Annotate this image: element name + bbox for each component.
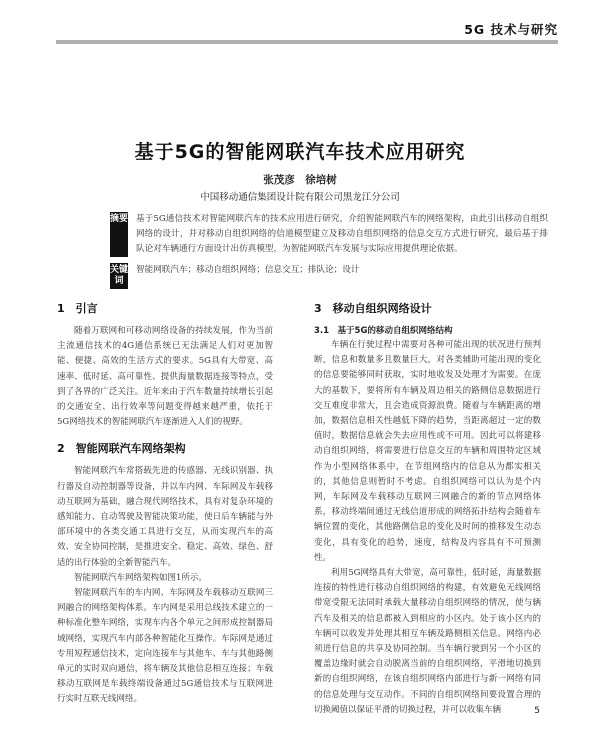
section-3-paragraph-1: 车辆在行驶过程中需要对各种可能出现的状况进行预判断，信息和数量多且数量巨大，对各类辅助可能出现的变化的信息要能够同时获取，实时地收发及处理才为需要。在庞大的基数下，要将所有车辆及周边相关的路侧信息数据进行交互难度非常大，且会造成资源浪费。随着与车辆距离的增加，数据信息相关性越低下降的趋势，当距离超过一定的数值时，数据信息就会失去应用性或不可用。因此可以将建移动自组织网络，将需要进行信息交互的车辆和周围特定区域作为小型网络体系中，在节组网络内的信息从为都实相关的，其他信息则暂时不考虑。自组织网络可以认为是个内网，车际网及车载移动互联网三网融合的新的节点网络体系，移动终端间通过无线信道形成的网络拓扑结构会随着车辆位置的变化，其他路侧信息的变化及时间的推移发生动态变化，具有变化的趋势，速度，结构及内容具有不可预测性。 — [314, 340, 541, 563]
authors: 张茂彦 徐培树 — [263, 174, 337, 186]
abstract-text: 基于5G通信技术对智能网联汽车的技术应用进行研究，介绍智能网联汽车的网络架构，由此引出移动自组织网络的设计，并对移动自组织网络的信道模型建立及移动自组织网络的信息交互方式进行研究，最后基于排队论对车辆通行方面设计出仿真模型，为智能网联汽车发展与实际应用提供理论依据。 — [136, 214, 548, 254]
section-2-heading: 2 智能网联汽车网络架构 — [57, 442, 186, 456]
section-1-heading: 1 引言 — [57, 302, 98, 315]
section-3-heading: 3 移动自组织网络设计 — [314, 302, 432, 315]
section-2-paragraph-2: 智能网联汽车网络架构如图1所示。 — [74, 572, 207, 583]
section-2-paragraph-3: 智能网联汽车的车内网、车际网及车载移动互联网三网融合的网络架构体系。车内网是采用总线技术建立的一种标准化整车网络，实现车内各个单元之间形成控制器局域网络，实现汽车内部各种智能化互操作。车际网是通过专用短程通信技术，定向连接车与其他车、车与其他路侧单元的实时双向通信，将车辆及其他信息相互连接；车载移动互联网是车载终端设备通过5G通信技术与互联网进行实时互联无线网络。 — [57, 588, 273, 705]
subsection-3-1-heading: 3.1 基于5G的移动自组织网络结构 — [314, 326, 453, 336]
left-column — [57, 300, 273, 708]
header-rule — [56, 40, 558, 44]
section-3-paragraph-2: 利用5G网络具有大带宽，高可靠性，低时延，海量数据连接的特性进行移动自组织网络的构建，有效避免无线网络带宽受限无法同时承载大量移动自组织网络的情况，使与辆汽车及相关的信息都被入到相应的小区内。处于该小区内的车辆可以收发并处理其相互车辆及路侧相关信息。网络内必须进行信息的共享及协同控制。当车辆行驶到另一个小区的覆盖边缘时就会自动脱离当前的自组织网络，平滑地切换到新的自组织网络，在该自组织网络内部进行与新一网络有同的信息处理与交互动作。不同的自组织网络间要设置合理的切换阈值以保证平滑的切换过程，并可以收集车辆 — [314, 568, 541, 715]
abstract-block — [110, 212, 548, 257]
header-label: 5G 技术与研究 — [464, 22, 558, 37]
abstract-label: 摘要 — [110, 212, 128, 257]
keywords-label: 关键词 — [110, 263, 128, 289]
page-number: 5 — [534, 706, 540, 716]
keywords-text: 智能网联汽车；移动自组织网络；信息交互；排队论；设计 — [136, 265, 360, 275]
keywords-block — [110, 263, 548, 289]
affiliation: 中国移动通信集团设计院有限公司黑龙江分公司 — [200, 192, 400, 203]
right-column — [314, 300, 541, 718]
page-title: 基于5G的智能网联汽车技术应用研究 — [134, 141, 466, 163]
section-1-paragraph: 随着万联网和可移动网络设备的持续发展，作为当前主流通信技术的4G通信系统已无法满足人们对更加智能、便捷、高效的生活方式的要求。5G具有大带宽、高速率、低时延、高可靠性、提供海量数据连接等特点，受到了各界的广泛关注。近年来由于汽车数量持续增长引起的交通安全、出行效率等问题变得越来越严重，依托于5G网络技术的智能网联汽车逐渐进入人们的视野。 — [57, 326, 273, 428]
section-2-paragraph-1: 智能网联汽车常搭载先进的传感器、无线识别器、执行器及自动控制器等设备，并以车内网、车际网及车载移动互联网为基础，融合现代网络技术，具有对复杂环境的感知能力、自动驾驶及智能决策功能，使日后车辆能与外部环境中的各类交通工具进行交互，从而实现汽车的高效、安全协同控制，是推进安全、稳定、高效、绿色、舒适的出行体验的全新智能汽车。 — [57, 466, 273, 568]
